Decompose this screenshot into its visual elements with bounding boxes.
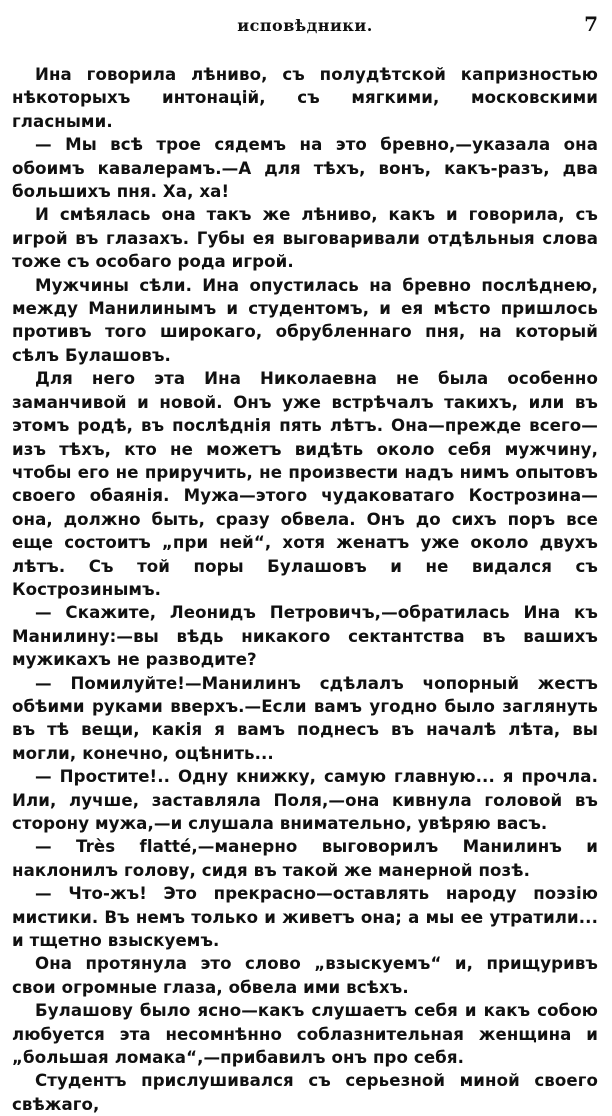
paragraph-8: — Простите!.. Одну книжку, самую главную... я прочла. Или, лучше, заставляла Поля,—она кивнула головой въ сторону мужа,—и слушала внимательно, увѣряю васъ. <box>12 767 598 833</box>
paragraph-13: Студентъ прислушивался съ серьезной миной своего свѣжаго, <box>12 1071 598 1114</box>
paragraph-2: — Мы всѣ трое сядемъ на это бревно,—указала она обоимъ кавалерамъ.—А для тѣхъ, вонъ, какъ-разъ, два большихъ пня. Ха, ха! <box>12 135 598 202</box>
page-header <box>12 10 598 40</box>
paragraph-9: — Très flatté,—манерно выговорилъ Манилинъ и наклонилъ голову, сидя въ такой же манерной позѣ. <box>12 837 598 880</box>
running-title: исповѣдники. <box>237 16 373 35</box>
paragraph-1: Ина говорила лѣниво, съ полудѣтской капризностью нѣкоторыхъ интонацій, съ мягкими, московскими гласными. <box>12 65 598 131</box>
paragraph-4: Мужчины сѣли. Ина опустилась на бревно послѣднею, между Манилинымъ и студентомъ, и ея мѣсто пришлось противъ того широкаго, обрубленнаго пня, на который сѣлъ Булашовъ. <box>12 275 598 365</box>
paragraph-7: — Помилуйте!—Манилинъ сдѣлалъ чопорный жестъ обѣими руками вверхъ.—Если вамъ угодно было заглянуть въ тѣ вещи, какія я вамъ поднесъ въ началѣ лѣта, вы могли, конечно, оцѣнить... <box>12 673 598 763</box>
body-text <box>12 63 598 1116</box>
paragraph-10: — Что-жъ! Это прекрасно—оставлять народу поэзію мистики. Въ немъ только и живетъ она; а мы ее утратили... и тщетно взыскуемъ. <box>12 884 598 951</box>
paragraph-12: Булашову было ясно—какъ слушаетъ себя и какъ собою любуется эта несомнѣнно соблазнительная женщина и „большая ломака“,—прибавилъ онъ про себя. <box>12 1001 598 1068</box>
page-number: 7 <box>584 12 598 36</box>
paragraph-6: — Скажите, Леонидъ Петровичъ,—обратилась Ина къ Манилину:—вы вѣдь никакого сектантства въ вашихъ мужикахъ не разводите? <box>12 603 598 670</box>
paragraph-5: Для него эта Ина Николаевна не была особенно заманчивой и новой. Онъ уже встрѣчалъ такихъ, или въ этомъ родѣ, въ послѣднія пять лѣтъ. Она—прежде всего—изъ тѣхъ, кто не можетъ видѣть около себя мужчину, чтобы его не приручить, не произвести надъ нимъ опытовъ своего обаянія. Мужа—этого чудаковатаго Кострозина—она, должно быть, сразу обвела. Онъ до сихъ поръ все еще состоитъ „при ней“, хотя женатъ уже около двухъ лѣтъ. Съ той поры Булашовъ и не видался съ Кострозинымъ. <box>12 369 598 599</box>
paragraph-11: Она протянула это слово „взыскуемъ“ и, прищуривъ свои огромные глаза, обвела ими всѣхъ. <box>12 954 598 997</box>
paragraph-3: И смѣялась она такъ же лѣниво, какъ и говорила, съ игрой въ глазахъ. Губы ея выговаривали отдѣльныя слова тоже съ особаго рода игрой. <box>12 205 598 272</box>
